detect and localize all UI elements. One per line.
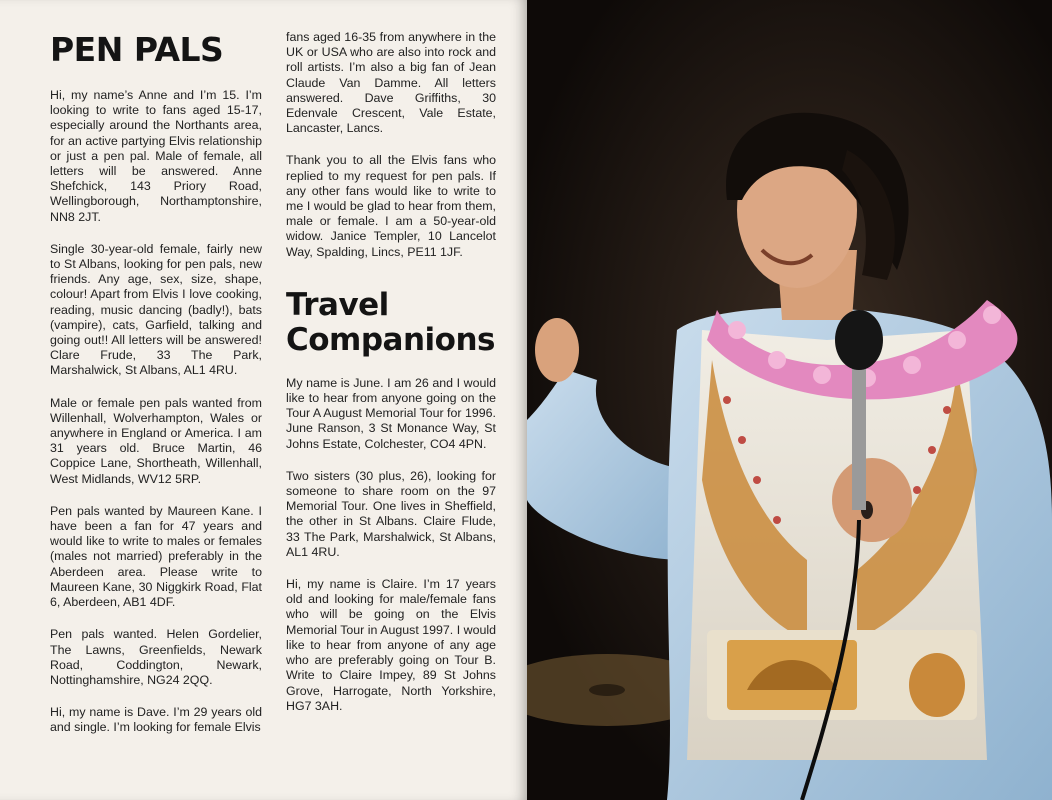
right-hand xyxy=(832,458,912,542)
letter-dave-continued: fans aged 16-35 from anywhere in the UK or USA who are also into rock and roll artists. I’m also a big fan of Jean Claude Van Damme. All letters answered. Dave Griffiths, 30 Edenvale Crescent, Vale Estate, Lancaster, Lancs. xyxy=(286,30,496,136)
microphone-handle xyxy=(852,360,866,510)
letter-helen: Pen pals wanted. Helen Gordelier, The Lawns, Greenfields, Newark Road, Coddington, Newark, Nottinghamshire, NG24 2QQ. xyxy=(50,627,262,687)
letter-claire-impey: Hi, my name is Claire. I’m 17 years old and looking for male/female fans who will be going on the Elvis Memorial Tour in August 1997. I would like to hear from anyone of any age who are preferably going on Tour B. Write to Claire Impey, 89 St Johns Grove, Harrogate, North Yorkshire, HG7 3AH. xyxy=(286,577,496,713)
letter-june: My name is June. I am 26 and I would like to hear from anyone going on the Tour A August Memorial Tour for 1996. June Ranson, 3 St Monance Way, St Johns Estate, Colchester, CO4 4PN. xyxy=(286,375,496,451)
performer-illustration xyxy=(527,0,1052,800)
travel-heading-line2: Companions xyxy=(286,321,495,358)
letter-janice: Thank you to all the Elvis fans who replied to my request for pen pals. If any other fans would like to write to me I would be glad to hear from them, male or female. I am a 50-year-old widow. Janice Templer, 10 Lancelot Way, Spalding, Lincs, PE11 1JF. xyxy=(286,153,496,259)
microphone-head xyxy=(835,310,883,370)
letter-clare-frude: Single 30-year-old female, fairly new to St Albans, looking for pen pals, new friends. Any age, sex, size, shape, colour! Apart from Elvis I love cooking, reading, music dancing (badly!), bats (vampire), cats, Garfield, talking and going out!! All letters will be answered! Clare Frude, 33 The Park, Marshalwick, St Albans, AL1 4RU. xyxy=(50,241,262,378)
concert-photo xyxy=(527,0,1052,800)
left-column xyxy=(50,30,262,736)
raised-fist xyxy=(535,318,579,382)
letter-sisters: Two sisters (30 plus, 26), looking for someone to share room on the 97 Memorial Tour. One lives in Sheffield, the other in St Albans. Claire Flude, 33 The Park, Marshalwick, St Albans, AL1 4RU. xyxy=(286,468,496,559)
travel-companions-heading xyxy=(286,288,496,358)
letter-bruce: Male or female pen pals wanted from Willenhall, Wolverhampton, Wales or anywhere in England or America. I am 31 years old. Bruce Martin, 46 Coppice Lane, Shortheath, Willenhall, West Midlands, WV12 5RP. xyxy=(50,395,262,486)
belt-medallion xyxy=(909,653,965,717)
letter-dave-start: Hi, my name is Dave. I’m 29 years old and single. I’m looking for female Elvis xyxy=(50,705,262,735)
cymbal-bell xyxy=(589,684,625,696)
travel-heading-line1: Travel xyxy=(286,286,389,323)
letter-maureen: Pen pals wanted by Maureen Kane. I have been a fan for 47 years and would like to write to males or females (males not married) preferably in the Aberdeen area. Please write to Maureen Kane, 30 Niggkirk Road, Flat 6, Aberdeen, AB1 4DF. xyxy=(50,503,262,610)
right-column xyxy=(286,30,496,714)
letter-anne: Hi, my name’s Anne and I’m 15. I’m looking to write to fans aged 15-17, especially around the Northants area, for an active partying Elvis relationship or just a pen pal. Male of female, all letters will be answered. Anne Shefchick, 143 Priory Road, Wellingborough, Northamptonshire, NN8 2JT. xyxy=(50,88,262,224)
pen-pals-heading: PEN PALS xyxy=(50,30,224,69)
